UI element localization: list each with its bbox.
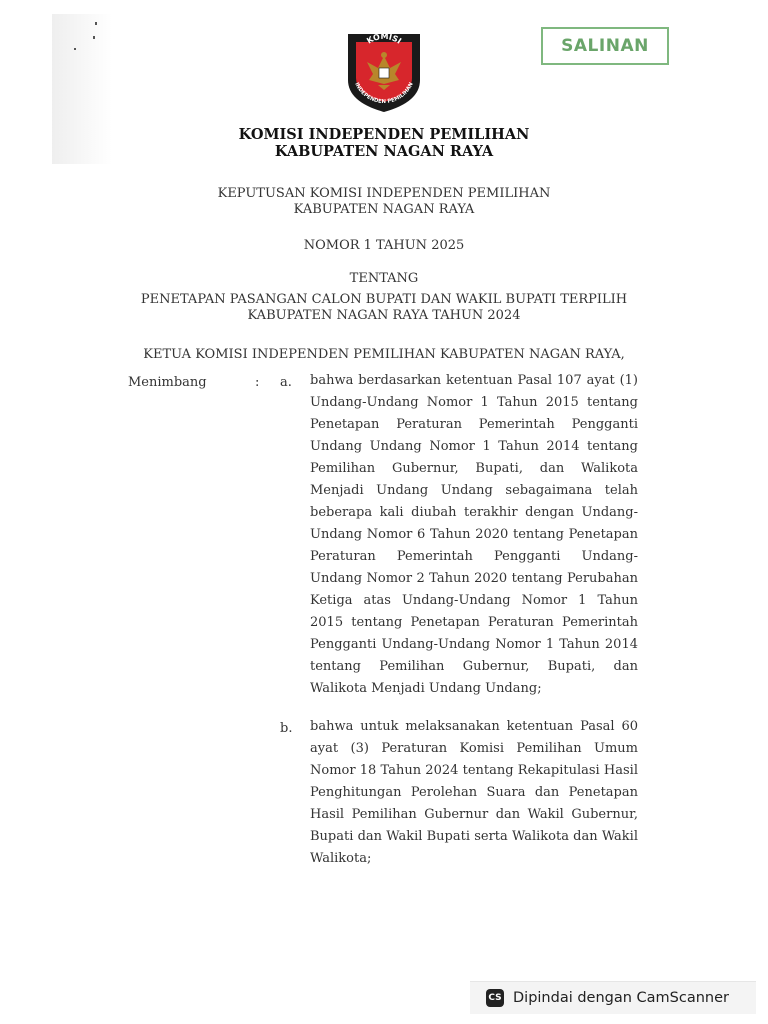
camscanner-text: Dipindai dengan CamScanner <box>513 990 730 1006</box>
institution-name-line1: KOMISI INDEPENDEN PEMILIHAN <box>238 126 530 143</box>
decree-subject-line1: PENETAPAN PASANGAN CALON BUPATI DAN WAKIL BUPATI TERPILIH <box>140 292 628 307</box>
decree-title-line2: KABUPATEN NAGAN RAYA <box>293 202 475 217</box>
scan-speck <box>95 22 97 25</box>
camscanner-icon: CS <box>486 989 504 1007</box>
decree-subject-line2: KABUPATEN NAGAN RAYA TAHUN 2024 <box>247 308 521 323</box>
considering-item-a: bahwa berdasarkan ketentuan Pasal 107 ayat (1) Undang-Undang Nomor 1 Tahun 2015 tentang Penetapan Peraturan Pemerintah Pengganti Undang Undang Nomor 1 Tahun 2014 tentang Pemilihan Gubernur, Bupati, dan Walikota Menjadi Undang Undang sebagaimana telah beberapa kali diubah terakhir dengan Undang-Undang Nomor 6 Tahun 2020 tentang Penetapan Peraturan Pemerintah Pengganti Undang-Undang Nomor 2 Tahun 2020 tentang Perubahan Ketiga atas Undang-Undang Nomor 1 Tahun 2015 tentang Penetapan Peraturan Pemerintah Pengganti Undang-Undang Nomor 1 Tahun 2014 tentang Pemilihan Gubernur, Bupati, dan Walikota Menjadi Undang Undang; <box>310 373 638 696</box>
considering-colon: : <box>255 375 260 390</box>
decree-number: NOMOR 1 TAHUN 2025 <box>303 238 465 253</box>
institution-name-line2: KABUPATEN NAGAN RAYA <box>274 143 494 160</box>
item-marker-b: b. <box>280 721 293 736</box>
issuing-authority: KETUA KOMISI INDEPENDEN PEMILIHAN KABUPATEN NAGAN RAYA, <box>143 347 625 362</box>
svg-text:KOMISI: KOMISI <box>365 31 404 46</box>
considering-item-b: bahwa untuk melaksanakan ketentuan Pasal 60 ayat (3) Peraturan Komisi Pemilihan Umum Nomor 18 Tahun 2024 tentang Rekapitulasi Hasil Penghitungan Perolehan Suara dan Penetapan Hasil Pemilihan Gubernur dan Wakil Gubernur, Bupati dan Wakil Bupati serta Walikota dan Wakil Walikota; <box>310 719 638 866</box>
considering-label: Menimbang <box>128 375 207 390</box>
camscanner-watermark <box>470 981 756 1014</box>
item-marker-a: a. <box>280 375 292 390</box>
salinan-stamp: SALINAN <box>541 27 669 65</box>
svg-text:INDEPENDEN PEMILIHAN: INDEPENDEN PEMILIHAN <box>353 81 415 106</box>
decree-title-line1: KEPUTUSAN KOMISI INDEPENDEN PEMILIHAN <box>217 186 551 201</box>
scan-speck <box>74 48 76 50</box>
kip-emblem-logo <box>345 28 423 114</box>
scan-speck <box>93 36 95 39</box>
decree-about-label: TENTANG <box>349 271 419 286</box>
